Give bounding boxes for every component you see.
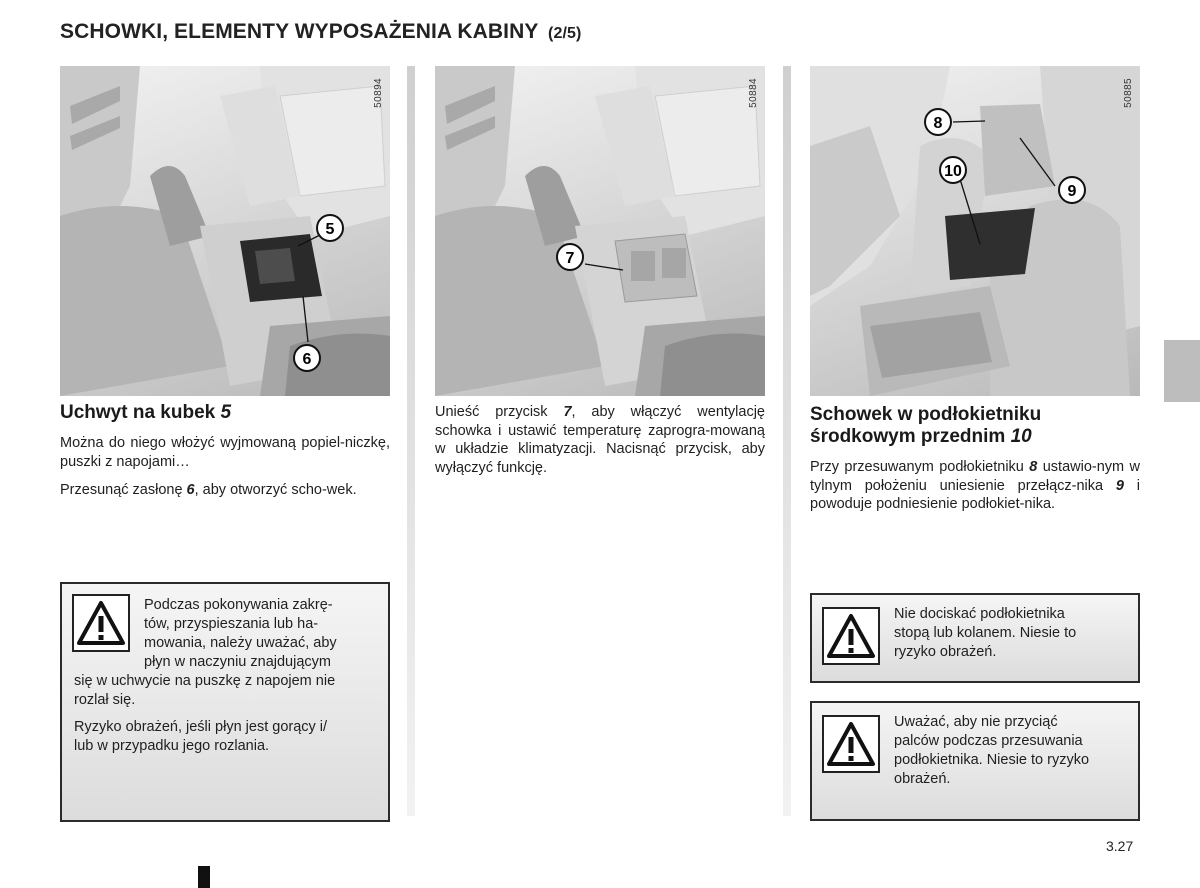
cup-holder-heading-text: Uchwyt na kubek — [60, 402, 216, 423]
warning-text — [894, 713, 1130, 789]
armrest-heading-line2 — [810, 426, 1041, 448]
cup-holder-instruction-text-end: , aby otworzyć scho-wek. — [194, 482, 357, 498]
warning-box-armrest-fingers — [810, 701, 1140, 821]
cup-holder-heading-ref: 5 — [220, 402, 232, 423]
callout-10: 10 — [944, 163, 962, 180]
cup-holder-instruction-text: Przesunąć zasłonę — [60, 482, 187, 498]
warning-text-full — [74, 672, 382, 710]
warning-line: obrażeń. — [894, 771, 951, 787]
cup-holder-instruction-ref: 6 — [186, 482, 195, 498]
cup-holder-description: Można do niego włożyć wyjmowaną popiel-niczkę, puszki z napojami… — [60, 435, 390, 470]
warning-triangle-icon — [822, 715, 880, 773]
callout-7: 7 — [565, 250, 575, 267]
armrest-storage-description — [810, 458, 1140, 514]
armrest-heading-line1: Schowek w podłokietniku — [810, 404, 1042, 425]
callout-8: 8 — [933, 115, 943, 132]
section-tab — [1164, 340, 1200, 402]
warning-triangle-icon — [822, 607, 880, 665]
armrest-storage-illustration — [810, 66, 1140, 396]
photo-code: 50894 — [373, 78, 384, 108]
cup-holder-illustration — [60, 66, 390, 396]
armrest-storage-heading — [810, 404, 1041, 448]
page-number: 3.27 — [1106, 838, 1134, 854]
armrest-description-ref-8: 8 — [1029, 459, 1038, 475]
column-divider-right — [783, 66, 791, 816]
armrest-description-text-2: ustawio-nym w tylnym położeniu uniesienie przełącz-nika — [810, 459, 1140, 494]
warning-line: Ryzyko obrażeń, jeśli płyn jest gorący i/ — [74, 719, 328, 735]
cup-holder-heading — [60, 402, 231, 424]
warning-line: lub w przypadku jego rozlania. — [74, 738, 270, 754]
warning-line: ryzyko obrażeń. — [894, 644, 997, 660]
warning-line: płyn w naczyniu znajdującym — [144, 654, 331, 670]
armrest-description-text: Przy przesuwanym podłokietniku — [810, 459, 1030, 475]
photo-code: 50885 — [1123, 78, 1134, 108]
callout-6: 6 — [302, 351, 312, 368]
warning-text — [894, 605, 1130, 662]
cooling-description-ref: 7 — [563, 404, 572, 420]
photo-cup-holder — [60, 66, 390, 396]
cooling-button-illustration — [435, 66, 765, 396]
armrest-description-ref-9: 9 — [1115, 477, 1124, 494]
column-divider-left — [407, 66, 415, 816]
photo-code: 50884 — [748, 78, 759, 108]
warning-line: palców podczas przesuwania — [894, 733, 1083, 749]
cooling-description — [435, 403, 765, 477]
cooling-description-text: Unieść przycisk — [435, 404, 564, 420]
warning-line: Podczas pokonywania zakrę- — [144, 597, 333, 613]
cooling-description-text-end: , aby włączyć wentylację schowka i ustawić temperaturę zaprogra-mowaną w układzie klimatyzacji. Nacisnąć przycisk, aby wyłączyć funkcję. — [435, 404, 765, 476]
warning-line: Uważać, aby nie przyciąć — [894, 714, 1058, 730]
page-title-part: (2/5) — [548, 25, 582, 42]
warning-line: mowania, należy uważać, aby — [144, 635, 337, 651]
warning-line: Nie dociskać podłokietnika — [894, 606, 1065, 622]
armrest-description-text-3: i powoduje podniesienie podłokiet-nika. — [810, 477, 1141, 512]
page-title — [60, 20, 581, 44]
page-title-text: SCHOWKI, ELEMENTY WYPOSAŻENIA KABINY — [60, 20, 539, 43]
warning-line: się w uchwycie na puszkę z napojem nie — [74, 673, 336, 689]
warning-text-risk — [74, 718, 382, 756]
warning-box-armrest-pressure — [810, 593, 1140, 683]
photo-cooling-button — [435, 66, 765, 396]
warning-box-cup-holder — [60, 582, 390, 822]
armrest-heading-ref: 10 — [1010, 426, 1032, 447]
warning-triangle-icon — [72, 594, 130, 652]
warning-text-beside-icon — [144, 596, 382, 672]
warning-line: podłokietnika. Niesie to ryzyko — [894, 752, 1090, 768]
warning-line: stopą lub kolanem. Niesie to — [894, 625, 1077, 641]
warning-line: rozlał się. — [74, 692, 136, 708]
callout-9: 9 — [1067, 183, 1077, 200]
photo-armrest-storage — [810, 66, 1140, 396]
cup-holder-instruction — [60, 481, 390, 500]
callout-5: 5 — [325, 221, 335, 238]
armrest-heading-line2-text: środkowym przednim — [810, 426, 1006, 447]
crop-mark — [198, 866, 210, 888]
warning-line: tów, przyspieszania lub ha- — [144, 616, 319, 632]
